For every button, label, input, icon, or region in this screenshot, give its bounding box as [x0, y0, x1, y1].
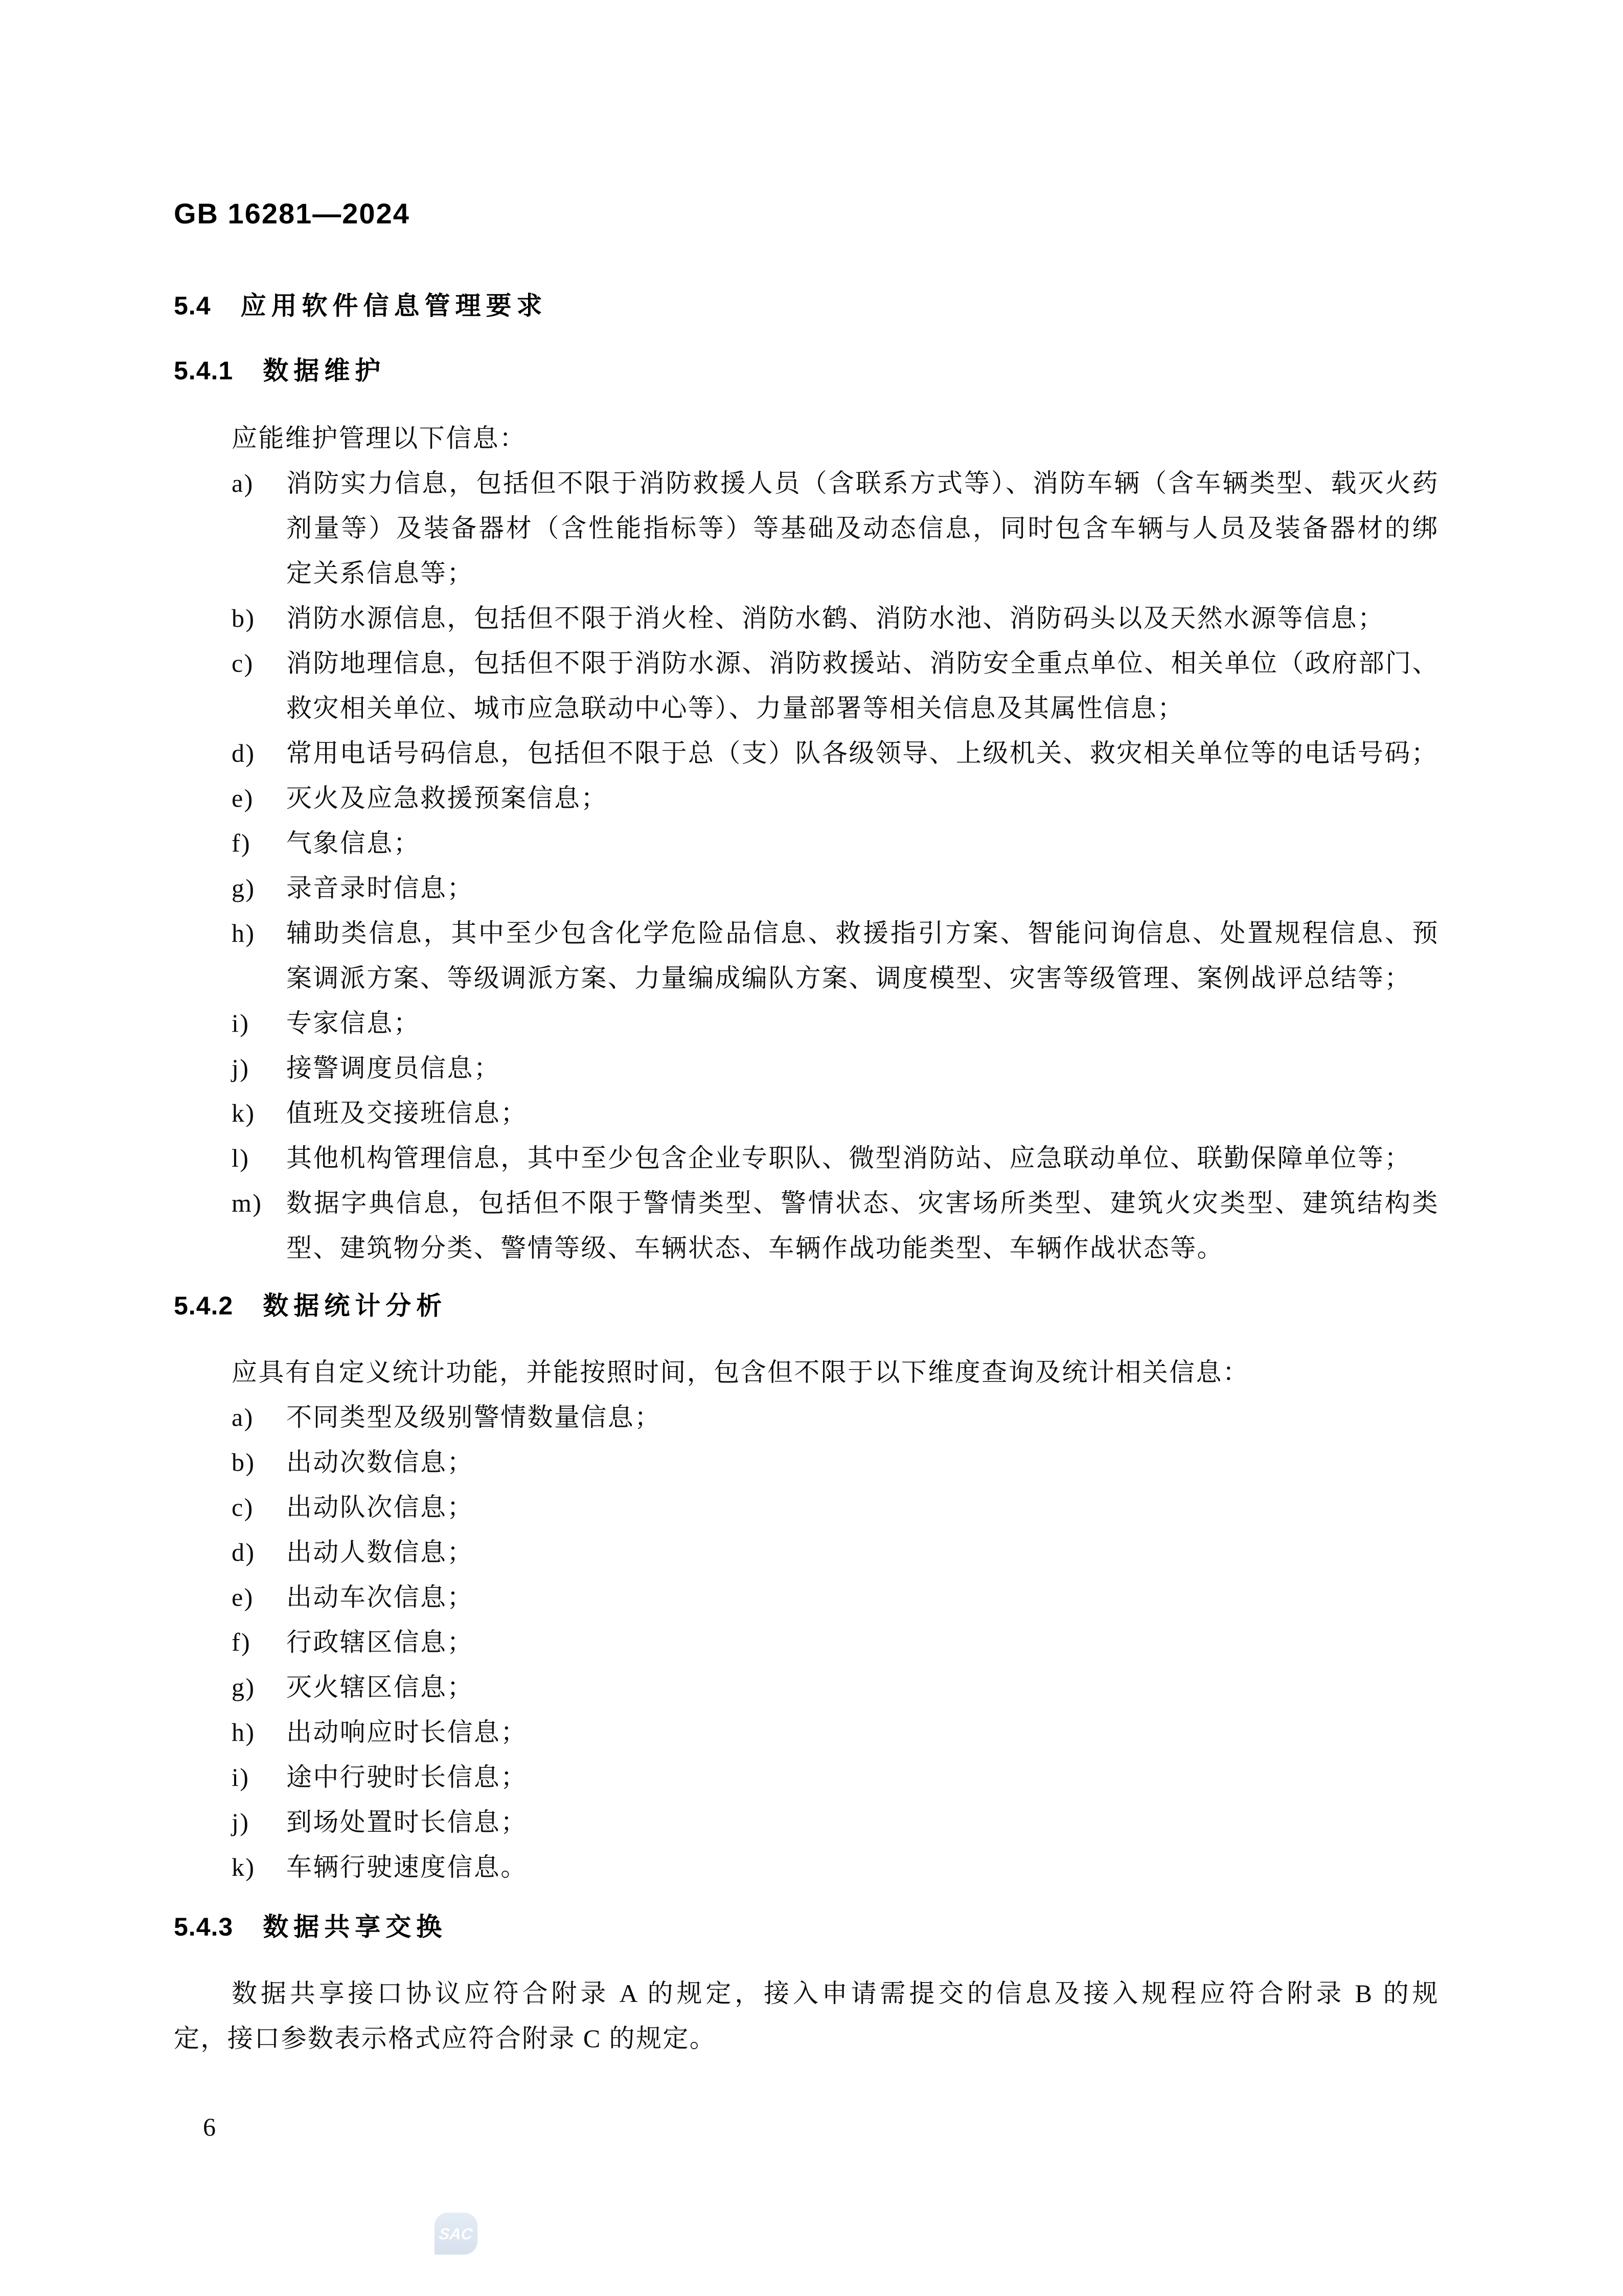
- list-item-e: [232, 1575, 1439, 1620]
- list-item-text: 剂量等）及装备器材（含性能指标等）等基础及动态信息，同时包含车辆与人员及装备器材的绑: [286, 514, 1439, 542]
- list-item-text: 其他机构管理信息，其中至少包含企业专职队、微型消防站、应急联动单位、联勤保障单位等；: [286, 1144, 1411, 1172]
- list-item-label: b): [232, 1448, 256, 1476]
- list-item-d: [232, 1530, 1439, 1575]
- section-5-4-1-heading: [174, 348, 1439, 393]
- list-item-b: [232, 596, 1439, 641]
- section-title: 数据共享交换: [263, 1913, 447, 1941]
- list-item-text: 到场处置时长信息；: [286, 1808, 528, 1836]
- list-item-i: [232, 1755, 1439, 1800]
- list-item-label: j): [232, 1054, 250, 1082]
- list-item-text: 出动队次信息；: [286, 1493, 474, 1521]
- list-item-label: d): [232, 739, 256, 767]
- list-item-k: [232, 1090, 1439, 1135]
- list-item-label: f): [232, 1628, 252, 1656]
- list-item-h: [232, 911, 1439, 1001]
- list-item-b: [232, 1440, 1439, 1485]
- list-item-l: [232, 1135, 1439, 1180]
- list-item-text: 不同类型及级别警情数量信息；: [286, 1403, 661, 1431]
- list-item-i: [232, 1001, 1439, 1045]
- list-item-label: k): [232, 1099, 256, 1127]
- list-item-label: i): [232, 1009, 250, 1037]
- list-item-label: g): [232, 1673, 256, 1701]
- standard-code-header: GB 16281—2024: [174, 197, 410, 230]
- section-number: 5.4.2: [174, 1291, 234, 1320]
- list-item-m: [232, 1180, 1439, 1270]
- list-item-text: 出动人数信息；: [286, 1538, 474, 1566]
- list-item-e: [232, 776, 1439, 821]
- list-item-label: a): [232, 469, 254, 497]
- list-item-g: [232, 1665, 1439, 1710]
- list-item-text: 常用电话号码信息，包括但不限于总（支）队各级领导、上级机关、救灾相关单位等的电话号码；: [286, 739, 1438, 767]
- section-5-4-heading: [174, 283, 1439, 328]
- list-item-label: j): [232, 1808, 250, 1836]
- list-item-label: f): [232, 829, 252, 857]
- list-item-f: [232, 821, 1439, 866]
- list-item-text: 辅助类信息，其中至少包含化学危险品信息、救援指引方案、智能问询信息、处置规程信息、预: [286, 919, 1439, 947]
- list-item-label: l): [232, 1144, 250, 1172]
- section-5-4-3-heading: [174, 1904, 1439, 1949]
- list-item-j: [232, 1800, 1439, 1845]
- section-number: 5.4: [174, 291, 211, 320]
- list-item-d: [232, 731, 1439, 776]
- list-item-a: [232, 461, 1439, 596]
- list-item-j: [232, 1045, 1439, 1090]
- list-item-text: 气象信息；: [286, 829, 420, 857]
- section-number: 5.4.3: [174, 1913, 234, 1941]
- list-item-label: i): [232, 1763, 250, 1791]
- section-title: 数据维护: [263, 356, 386, 385]
- sac-logo-text: SAC: [438, 2224, 474, 2243]
- list-item-text: 行政辖区信息；: [286, 1628, 474, 1656]
- list-item-text: 车辆行驶速度信息。: [286, 1853, 528, 1881]
- sac-logo-watermark: [435, 2213, 477, 2255]
- list-item-label: c): [232, 1493, 254, 1521]
- list-item-label: a): [232, 1403, 254, 1431]
- list-item-label: m): [232, 1189, 263, 1217]
- list-item-label: e): [232, 1583, 254, 1611]
- list-item-text: 型、建筑物分类、警情等级、车辆状态、车辆作战功能类型、车辆作战状态等。: [286, 1234, 1224, 1262]
- list-item-label: e): [232, 784, 254, 812]
- list-item-k: [232, 1845, 1439, 1890]
- section-number: 5.4.1: [174, 356, 234, 385]
- list-item-label: b): [232, 604, 256, 632]
- list-item-text: 出动响应时长信息；: [286, 1718, 528, 1746]
- list-item-text: 接警调度员信息；: [286, 1054, 501, 1082]
- list-item-text: 专家信息；: [286, 1009, 420, 1037]
- section-title: 数据统计分析: [263, 1291, 447, 1320]
- list-item-text: 救灾相关单位、城市应急联动中心等）、力量部署等相关信息及其属性信息；: [286, 694, 1184, 722]
- list-item-text: 途中行驶时长信息；: [286, 1763, 528, 1791]
- list-item-label: d): [232, 1538, 256, 1566]
- list-item-label: h): [232, 919, 256, 947]
- section-5-4-2-heading: [174, 1283, 1439, 1328]
- section-title: 应用软件信息管理要求: [240, 291, 547, 320]
- list-item-label: c): [232, 649, 254, 677]
- list-item-text: 定关系信息等；: [286, 559, 474, 587]
- page-number: 6: [203, 2112, 216, 2141]
- list-item-c: [232, 641, 1439, 731]
- list-item-text: 消防地理信息，包括但不限于消防水源、消防救援站、消防安全重点单位、相关单位（政府部门、: [286, 649, 1439, 677]
- list-item-text: 消防水源信息，包括但不限于消火栓、消防水鹤、消防水池、消防码头以及天然水源等信息；: [286, 604, 1385, 632]
- list-item-text: 出动次数信息；: [286, 1448, 474, 1476]
- list-item-c: [232, 1485, 1439, 1530]
- list-item-text: 录音录时信息；: [286, 874, 474, 902]
- paragraph-line: 数据共享接口协议应符合附录 A 的规定，接入申请需提交的信息及接入规程应符合附录 B 的规: [232, 1979, 1439, 2008]
- list-item-a: [232, 1395, 1439, 1440]
- list-item-text: 灭火及应急救援预案信息；: [286, 784, 608, 812]
- list-item-h: [232, 1710, 1439, 1755]
- paragraph-intro: 应能维护管理以下信息：: [232, 424, 527, 452]
- paragraph-body: [174, 1971, 1439, 2061]
- list-item-g: [232, 866, 1439, 911]
- list-item-text: 案调派方案、等级调派方案、力量编成编队方案、调度模型、灾害等级管理、案例战评总结等；: [286, 964, 1411, 992]
- list-item-f: [232, 1620, 1439, 1665]
- list-item-text: 数据字典信息，包括但不限于警情类型、警情状态、灾害场所类型、建筑火灾类型、建筑结构类: [286, 1189, 1439, 1217]
- list-item-label: h): [232, 1718, 256, 1746]
- list-item-label: g): [232, 874, 256, 902]
- list-item-label: k): [232, 1853, 256, 1881]
- list-item-text: 值班及交接班信息；: [286, 1099, 528, 1127]
- paragraph-line: 定，接口参数表示格式应符合附录 C 的规定。: [174, 2024, 717, 2053]
- list-item-text: 出动车次信息；: [286, 1583, 474, 1611]
- list-item-text: 灭火辖区信息；: [286, 1673, 474, 1701]
- list-item-text: 消防实力信息，包括但不限于消防救援人员（含联系方式等）、消防车辆（含车辆类型、载灭火药: [286, 469, 1439, 497]
- paragraph-intro: 应具有自定义统计功能，并能按照时间，包含但不限于以下维度查询及统计相关信息：: [232, 1358, 1250, 1386]
- page-body: [174, 283, 1439, 2061]
